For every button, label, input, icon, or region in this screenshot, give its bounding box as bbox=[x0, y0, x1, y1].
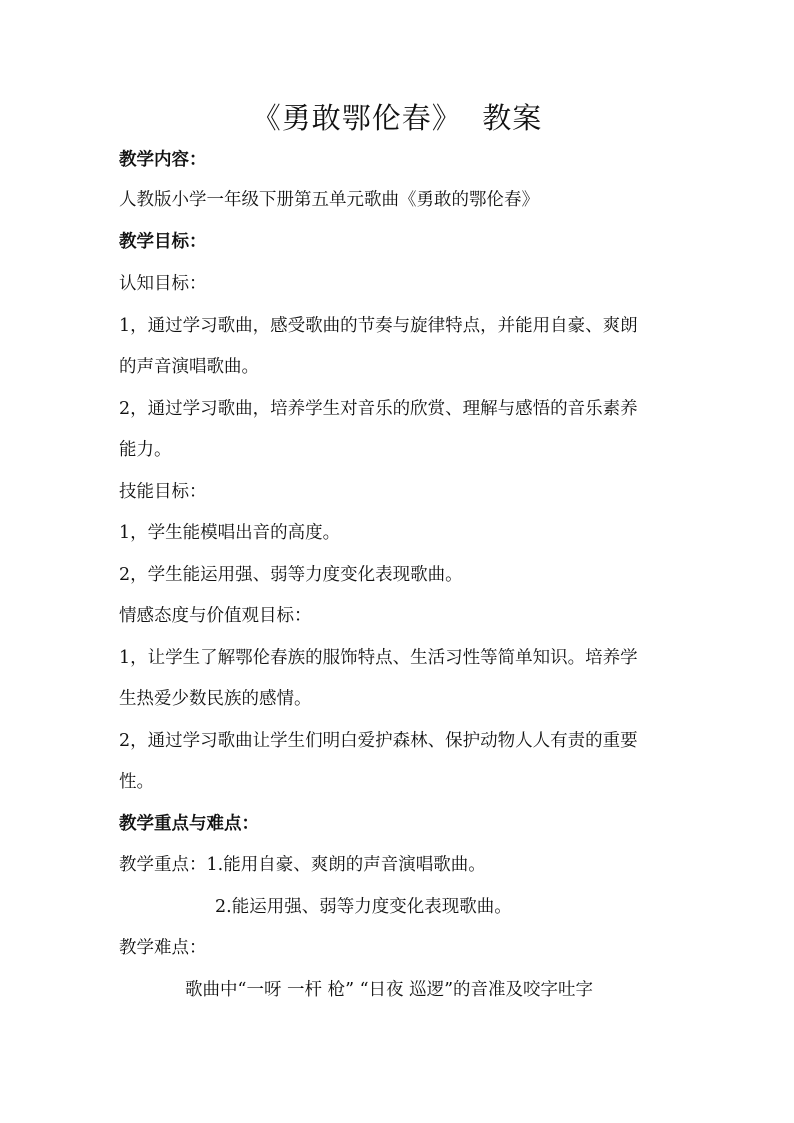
paragraph-line: 2，通过学习歌曲让学生们明白爱护森林、保护动物人人有责的重要 bbox=[119, 731, 638, 751]
subheading-difficulties: 教学难点： bbox=[119, 938, 207, 958]
section-heading-content: 教学内容： bbox=[119, 150, 207, 170]
paragraph-line: 2，通过学习歌曲，培养学生对音乐的欣赏、理解与感悟的音乐素养 bbox=[119, 399, 638, 419]
paragraph-line: 1，通过学习歌曲，感受歌曲的节奏与旋律特点，并能用自豪、爽朗 bbox=[119, 316, 638, 336]
paragraph-line: 能力。 bbox=[119, 440, 172, 460]
section-heading-key-points: 教学重点与难点： bbox=[119, 814, 259, 834]
paragraph-line: 的声音演唱歌曲。 bbox=[119, 357, 259, 377]
paragraph-line: 教学重点：1.能用自豪、爽朗的声音演唱歌曲。 bbox=[119, 855, 486, 875]
paragraph-line: 性。 bbox=[119, 772, 154, 792]
document-title: 《勇敢鄂伦春》 教案 bbox=[251, 101, 543, 135]
subheading-cognitive: 认知目标： bbox=[119, 274, 207, 294]
paragraph-line: 生热爱少数民族的感情。 bbox=[119, 689, 312, 709]
content-text: 人教版小学一年级下册第五单元歌曲《勇敢的鄂伦春》 bbox=[119, 190, 539, 210]
subheading-skills: 技能目标： bbox=[119, 482, 207, 502]
paragraph-line: 歌曲中“一呀 一杆 枪” “日夜 巡逻”的音准及咬字吐字 bbox=[185, 980, 594, 1000]
subheading-attitude: 情感态度与价值观目标： bbox=[119, 606, 312, 626]
paragraph-line: 1，让学生了解鄂伦春族的服饰特点、生活习性等简单知识。培养学 bbox=[119, 648, 638, 668]
paragraph-line: 1，学生能模唱出音的高度。 bbox=[119, 523, 341, 543]
section-heading-objectives: 教学目标： bbox=[119, 232, 207, 252]
paragraph-line: 2，学生能运用强、弱等力度变化表现歌曲。 bbox=[119, 565, 463, 585]
paragraph-line: 2.能运用强、弱等力度变化表现歌曲。 bbox=[215, 897, 512, 917]
